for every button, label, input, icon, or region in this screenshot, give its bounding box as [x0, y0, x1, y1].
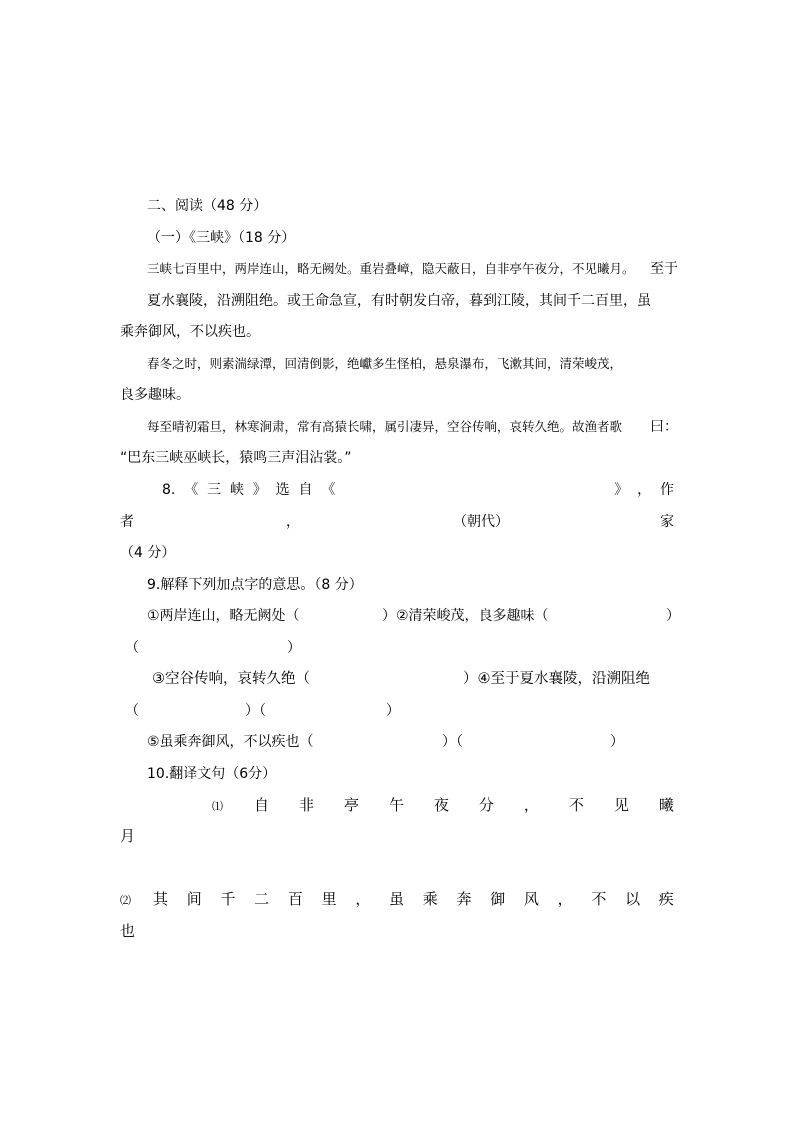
- q10-s2-char: 虽: [389, 890, 405, 908]
- q8-char: 选: [275, 482, 290, 498]
- q10-s2-end: 也: [120, 922, 136, 940]
- passage-p1-line1-tail: 至于: [650, 261, 678, 277]
- passage-p3-line2: “巴东三峡巫峡长，猿鸣三声泪沾裳。”: [120, 450, 352, 466]
- q10-s1-char: 午: [388, 796, 404, 814]
- q10-s1-char: 曦: [658, 796, 674, 814]
- q8-char: 》: [252, 482, 267, 498]
- passage-p2-line2: 良多趣味。: [120, 387, 190, 403]
- q9-item4-blank-mid: ）（: [245, 703, 266, 719]
- q10-s2-char: 不: [591, 890, 607, 908]
- q9-item5-mid: ）（: [442, 734, 463, 750]
- q10-title: 10.翻译文句（6分）: [147, 766, 277, 782]
- q8-char: 《: [321, 482, 336, 498]
- q10-s1-end: 月: [120, 827, 136, 845]
- passage-p1-line3: 乘奔御风，不以疾也。: [120, 324, 260, 340]
- q10-s1-char: ，: [523, 796, 539, 814]
- q8-score: （4 分）: [120, 545, 176, 561]
- q10-s2-char: 乘: [422, 890, 438, 908]
- q8-line2-jia: 家: [660, 514, 674, 530]
- section-title: 二、阅读（48 分）: [147, 198, 268, 214]
- q10-s2-char: 风: [523, 890, 539, 908]
- q8-char: 自: [298, 482, 313, 498]
- q8-char: 《: [184, 482, 199, 498]
- q10-s1-char: 亭: [343, 796, 359, 814]
- passage-p2-line1: 春冬之时，则素湍绿潭，回清倒影，绝巘多生怪柏，悬泉瀑布，飞漱其间，清荣峻茂，: [147, 356, 623, 371]
- passage-p1-line1: 三峡七百里中，两岸连山，略无阙处。重岩叠嶂，隐天蔽日，自非亭午夜分，不见曦月。: [147, 261, 635, 276]
- q10-s2-char: 疾: [658, 890, 674, 908]
- q10-s2-char: 御: [490, 890, 506, 908]
- q9-item5: ⑤虽乘奔御风，不以疾也（: [147, 734, 314, 750]
- q10-s2-char: ，: [355, 890, 371, 908]
- q10-s2-char: 奔: [456, 890, 472, 908]
- q10-s2-char: ，: [557, 890, 573, 908]
- q10-s2-number: ⑵: [120, 894, 131, 907]
- passage-p3-line1: 每至晴初霜旦，林寒涧肃，常有高猿长啸，属引凄异，空谷传响，哀转久绝。故渔者歌: [147, 419, 623, 434]
- q10-s2-char: 二: [254, 890, 270, 908]
- q8-char: ，: [637, 482, 652, 498]
- q8-char: 》: [614, 482, 629, 498]
- q10-s2-line: [153, 889, 674, 909]
- q10-s1-line: [254, 795, 674, 815]
- q10-s2-char: 里: [321, 890, 337, 908]
- q10-s1-char: 非: [298, 796, 314, 814]
- q9-item4: ）④至于夏水襄陵，沿溯阻绝: [463, 671, 650, 687]
- q10-s1-char: 夜: [433, 796, 449, 814]
- q8-char: 三: [207, 482, 222, 498]
- q8-number: 8.: [162, 482, 176, 498]
- q9-item1: ①两岸连山，略无阙处（: [147, 608, 300, 624]
- q10-s2-char: 间: [186, 890, 202, 908]
- q8-char: 作: [659, 482, 674, 498]
- q9-title: 9.解释下列加点字的意思。（8 分）: [147, 577, 363, 593]
- subsection-title: （一）《三峡》（18 分）: [147, 230, 296, 246]
- q10-s2-char: 百: [287, 890, 303, 908]
- q9-item2-close: ）: [666, 608, 680, 624]
- q10-s1-char: 见: [613, 796, 629, 814]
- q10-s2-char: 千: [220, 890, 236, 908]
- passage-p1-line2: 夏水襄陵，沿溯阻绝。或王命急宣，有时朝发白帝，暮到江陵，其间千二百里，虽: [147, 293, 651, 309]
- q10-s2-char: 其: [153, 890, 169, 908]
- q8-line2-comma: ，: [286, 514, 300, 530]
- q9-blank-close: ）: [287, 640, 301, 656]
- q9-item3: ③空谷传响，哀转久绝（: [152, 671, 310, 687]
- passage-p3-line1-tail: 曰：: [650, 419, 678, 435]
- q10-s2-char: 以: [625, 890, 641, 908]
- q9-item4-blank-open: （: [125, 703, 139, 719]
- q8-line2-dynasty: （朝代）: [453, 514, 509, 530]
- q8-char: 峡: [229, 482, 244, 498]
- q9-item2: ）②清荣峻茂，良多趣味（: [382, 608, 549, 624]
- q10-s1-char: 分: [478, 796, 494, 814]
- q8-line1: [162, 480, 674, 500]
- q9-item5-close: ）: [610, 734, 624, 750]
- q9-blank-open: （: [125, 640, 139, 656]
- q9-item4-blank-close: ）: [386, 703, 400, 719]
- q10-s1-char: 不: [568, 796, 584, 814]
- q10-s1-number: ⑴: [212, 800, 223, 813]
- q8-line2-zhe: 者: [120, 514, 134, 530]
- q10-s1-char: 自: [254, 796, 270, 814]
